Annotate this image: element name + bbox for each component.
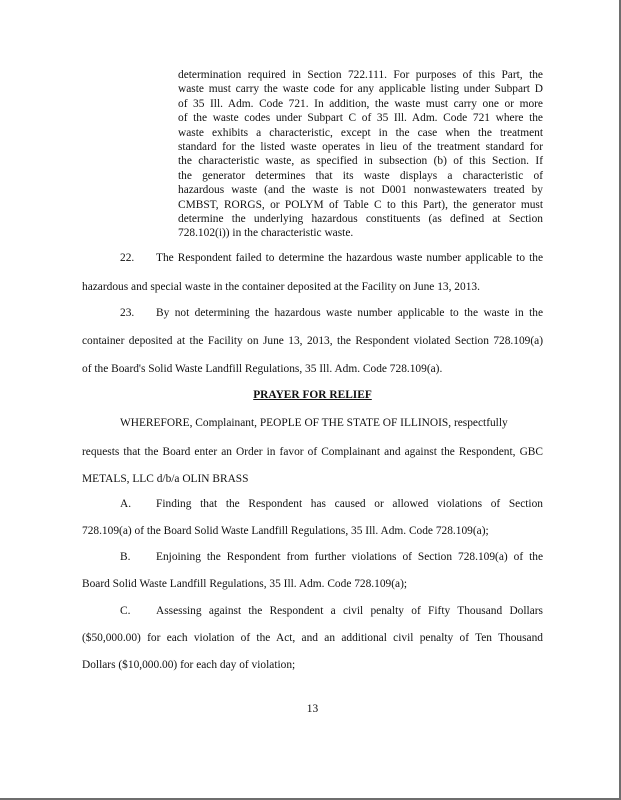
quote-line: the generator determines that its waste displays a characteristic of <box>178 169 543 182</box>
quote-line: hazardous waste (and the waste is not D001 nonwastewaters treated by <box>178 184 543 197</box>
paragraph-line: container deposited at the Facility on June 13, 2013, the Respondent violated Section 728.109(a) <box>82 335 543 347</box>
relief-item-b <box>82 550 543 564</box>
quote-line: CMBST, RORGS, or POLYM of Table C to this Part), the generator must <box>178 198 543 211</box>
wherefore-cont <box>82 445 543 459</box>
paragraph-23 <box>82 306 543 320</box>
page-number: 13 <box>306 703 319 715</box>
paragraph-line <box>82 306 543 320</box>
paragraph-22-cont <box>82 280 543 294</box>
paragraph-22 <box>82 251 543 265</box>
paragraph-number: 23. <box>120 307 135 319</box>
relief-item-c-cont-2 <box>82 658 543 672</box>
item-letter: B. <box>120 551 131 563</box>
item-text: Assessing against the Respondent a civil penalty of Fifty Thousand Dollars <box>156 605 543 617</box>
paragraph-line <box>82 497 543 511</box>
item-letter: A. <box>120 498 132 510</box>
relief-item-a <box>82 497 543 511</box>
quote-line: of 35 Ill. Adm. Code 721. In addition, the waste must carry one or more <box>178 97 543 110</box>
quote-line: standard for the listed waste operates in lieu of the treatment standard for <box>178 141 543 154</box>
paragraph-number: 22. <box>120 252 135 264</box>
paragraph-line: hazardous and special waste in the container deposited at the Facility on June 13, 2013. <box>82 281 480 293</box>
paragraph-line: METALS, LLC d/b/a OLIN BRASS <box>82 473 249 485</box>
paragraph-line <box>82 604 543 618</box>
paragraph-line <box>82 251 543 265</box>
relief-item-a-cont <box>82 524 543 538</box>
paragraph-line: Board Solid Waste Landfill Regulations, 35 Ill. Adm. Code 728.109(a); <box>82 578 408 590</box>
paragraph-line: Dollars ($10,000.00) for each day of violation; <box>82 659 296 671</box>
paragraph-text: By not determining the hazardous waste number applicable to the waste in the <box>156 307 543 319</box>
quote-line: the characteristic waste, as specified in subsection (b) of this Section. If <box>178 155 543 168</box>
quote-line: of the waste codes under Subpart C of 35 Ill. Adm. Code 721 where the <box>178 112 543 125</box>
quote-line: waste exhibits a characteristic, except in the case when the treatment <box>178 126 543 139</box>
paragraph-line: WHEREFORE, Complainant, PEOPLE OF THE STATE OF ILLINOIS, respectfully <box>120 417 508 429</box>
paragraph-line: ($50,000.00) for each violation of the Act, and an additional civil penalty of Ten Thousand <box>82 632 543 644</box>
prayer-for-relief-heading: PRAYER FOR RELIEF <box>253 389 372 401</box>
paragraph-line: 728.109(a) of the Board Solid Waste Landfill Regulations, 35 Ill. Adm. Code 728.109(a); <box>82 525 489 537</box>
relief-item-c-cont <box>82 631 543 645</box>
wherefore-cont-2 <box>82 472 543 486</box>
relief-item-c <box>82 604 543 618</box>
paragraph-text: The Respondent failed to determine the hazardous waste number applicable to the <box>156 252 543 264</box>
paragraph-23-cont <box>82 334 543 348</box>
relief-item-b-cont <box>82 577 543 591</box>
paragraph-line: requests that the Board enter an Order in favor of Complainant and against the Respondent, GBC <box>82 446 543 458</box>
paragraph-23-cont-2 <box>82 362 543 376</box>
item-text: Finding that the Respondent has caused or allowed violations of Section <box>156 498 543 510</box>
quote-line: determination required in Section 722.111. For purposes of this Part, the <box>178 69 543 81</box>
paragraph-line: of the Board's Solid Waste Landfill Regulations, 35 Ill. Adm. Code 728.109(a). <box>82 363 443 375</box>
quote-line: waste must carry the waste code for any applicable listing under Subpart D <box>178 83 543 96</box>
quote-line: 728.102(i)) in the characteristic waste. <box>178 227 354 240</box>
item-letter: C. <box>120 605 131 617</box>
paragraph-line <box>82 550 543 564</box>
block-quote-regulation <box>178 68 543 241</box>
wherefore-paragraph <box>82 416 543 430</box>
quote-line: determine the underlying hazardous constituents (as defined at Section <box>178 213 543 226</box>
item-text: Enjoining the Respondent from further violations of Section 728.109(a) of the <box>156 551 543 563</box>
